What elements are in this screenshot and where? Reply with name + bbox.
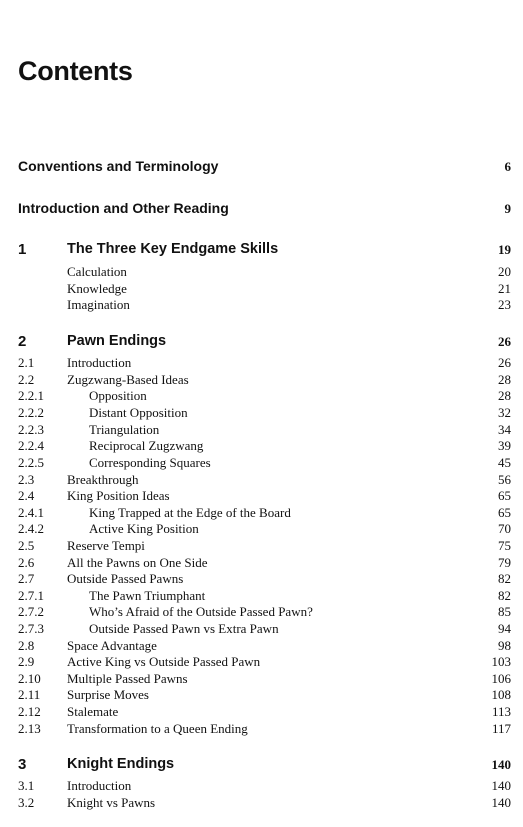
toc-page-number: 20 (498, 264, 511, 279)
toc-page-number: 94 (498, 621, 511, 636)
toc-page-number: 140 (491, 757, 511, 772)
toc-page-number: 21 (498, 281, 511, 296)
toc-page-number: 70 (498, 521, 511, 536)
toc-page-number: 45 (498, 455, 511, 470)
toc-page-number: 108 (491, 687, 511, 702)
toc-page-number: 65 (498, 505, 511, 520)
toc-page-number: 82 (498, 588, 511, 603)
toc-entry (0, 388, 523, 406)
toc-entry-title: Knight vs Pawns (67, 795, 156, 810)
toc-entry (0, 438, 523, 456)
toc-entry-title: Introduction (67, 355, 132, 370)
toc-entry (0, 538, 523, 556)
toc-entry (0, 159, 523, 177)
toc-entry-title: Outside Passed Pawn vs Extra Pawn (89, 621, 279, 636)
toc-entry-number: 3.2 (18, 795, 35, 810)
toc-page-number: 9 (504, 201, 511, 216)
toc-page-number: 23 (498, 297, 511, 312)
toc-entry-number: 2.2.2 (18, 405, 44, 420)
toc-entry-title: Breakthrough (67, 472, 139, 487)
toc-entry-number: 2.7.2 (18, 604, 44, 619)
toc-page-number: 117 (491, 721, 511, 736)
toc-entry-title: Outside Passed Pawns (67, 571, 184, 586)
toc-page-number: 113 (491, 704, 511, 719)
toc-entry (0, 721, 523, 739)
toc-entry-title: King Trapped at the Edge of the Board (89, 505, 291, 520)
toc-entry-number: 2.5 (18, 538, 35, 553)
toc-entry-number: 2.7.1 (18, 588, 44, 603)
toc-page-number: 34 (498, 422, 511, 437)
toc-entry-number: 2.2.4 (18, 438, 44, 453)
toc-entry-number: 2.10 (18, 671, 41, 686)
toc-entry-number: 2.4.1 (18, 505, 44, 520)
toc-entry-title: Opposition (89, 388, 147, 403)
toc-entry-title: Zugzwang-Based Ideas (67, 372, 189, 387)
toc-entry (0, 778, 523, 796)
toc-entry-number: 1 (18, 241, 27, 258)
toc-heading-title: Conventions and Terminology (18, 158, 219, 174)
toc-entry-title: Space Advantage (67, 638, 157, 653)
toc-page-number: 98 (498, 638, 511, 653)
toc-page-number: 106 (491, 671, 511, 686)
toc-page-number: 32 (498, 405, 511, 420)
toc-entry-title: Introduction (67, 778, 132, 793)
toc-heading-title: The Three Key Endgame Skills (67, 241, 279, 257)
toc-entry (0, 795, 523, 813)
toc-entry-title: Triangulation (89, 422, 160, 437)
toc-entry-number: 3.1 (18, 778, 35, 793)
toc-entry (0, 201, 523, 219)
toc-entry-number: 2.2.3 (18, 422, 44, 437)
toc-entry-title: Active King vs Outside Passed Pawn (67, 654, 261, 669)
toc-entry-title: Surprise Moves (67, 687, 149, 702)
toc-entry-number: 2.2.5 (18, 455, 44, 470)
toc-entry-number: 2.4 (18, 488, 35, 503)
toc-entry-title: The Pawn Triumphant (89, 588, 206, 603)
toc-entry-number: 2.13 (18, 721, 41, 736)
toc-entry-number: 2.2.1 (18, 388, 44, 403)
page-title: Contents (18, 56, 133, 86)
toc-heading-title: Introduction and Other Reading (18, 200, 229, 216)
toc-entry-number: 2.8 (18, 638, 35, 653)
toc-entry (0, 264, 523, 282)
toc-entry (0, 654, 523, 672)
toc-entry (0, 757, 523, 775)
toc-entry-title: Reserve Tempi (67, 538, 145, 553)
toc-entry (0, 334, 523, 352)
toc-page-number: 28 (498, 372, 511, 387)
toc-page-number: 82 (498, 571, 511, 586)
toc-entry-title: All the Pawns on One Side (67, 555, 208, 570)
toc-entry (0, 521, 523, 539)
toc-entry-number: 2.12 (18, 704, 41, 719)
toc-page-number: 103 (491, 654, 511, 669)
toc-page-number: 6 (504, 159, 511, 174)
toc-entry-title: King Position Ideas (67, 488, 170, 503)
toc-entry-number: 2.7 (18, 571, 35, 586)
toc-entry-number: 2.2 (18, 372, 35, 387)
toc-entry (0, 355, 523, 373)
toc-entry-title: Corresponding Squares (89, 455, 211, 470)
toc-entry (0, 488, 523, 506)
toc-entry (0, 297, 523, 315)
toc-page-number: 140 (491, 795, 511, 810)
toc-entry (0, 604, 523, 622)
toc-heading-title: Pawn Endings (67, 333, 167, 349)
toc-page-number: 75 (498, 538, 511, 553)
toc-page-number: 19 (498, 242, 511, 257)
toc-page-number: 140 (491, 778, 511, 793)
toc-entry-title: Stalemate (67, 704, 119, 719)
toc-entry-title: Calculation (67, 264, 127, 279)
toc-page-number: 39 (498, 438, 511, 453)
toc-page-number: 56 (498, 472, 511, 487)
toc-entry-number: 2.6 (18, 555, 35, 570)
toc-page-number: 26 (498, 355, 511, 370)
toc-entry-title: Multiple Passed Pawns (67, 671, 188, 686)
toc-entry (0, 704, 523, 722)
toc-page-number: 28 (498, 388, 511, 403)
toc-heading-title: Knight Endings (67, 756, 175, 772)
toc-entry-number: 2.4.2 (18, 521, 44, 536)
toc-entry-title: Imagination (67, 297, 130, 312)
toc-entry (0, 242, 523, 260)
toc-page-number: 79 (498, 555, 511, 570)
toc-entry-title: Distant Opposition (89, 405, 188, 420)
toc-entry (0, 621, 523, 639)
toc-entry-number: 2.7.3 (18, 621, 44, 636)
toc-entry-title: Transformation to a Queen Ending (67, 721, 248, 736)
toc-entry-title: Active King Position (89, 521, 199, 536)
toc-entry (0, 571, 523, 589)
toc-entry (0, 455, 523, 473)
toc-entry (0, 687, 523, 705)
toc-entry-title: Who’s Afraid of the Outside Passed Pawn? (89, 604, 313, 619)
toc-entry-title: Reciprocal Zugzwang (89, 438, 204, 453)
toc-entry-number: 2.1 (18, 355, 35, 370)
toc-entry-number: 2.11 (18, 687, 41, 702)
toc-page-number: 85 (498, 604, 511, 619)
toc-entry-title: Knowledge (67, 281, 127, 296)
toc-entry (0, 405, 523, 423)
toc-entry-number: 2 (18, 333, 27, 350)
toc-entry-number: 2.3 (18, 472, 35, 487)
toc-entry-number: 2.9 (18, 654, 35, 669)
toc-page-number: 26 (498, 334, 511, 349)
toc-page-number: 65 (498, 488, 511, 503)
toc-entry-number: 3 (18, 756, 27, 773)
